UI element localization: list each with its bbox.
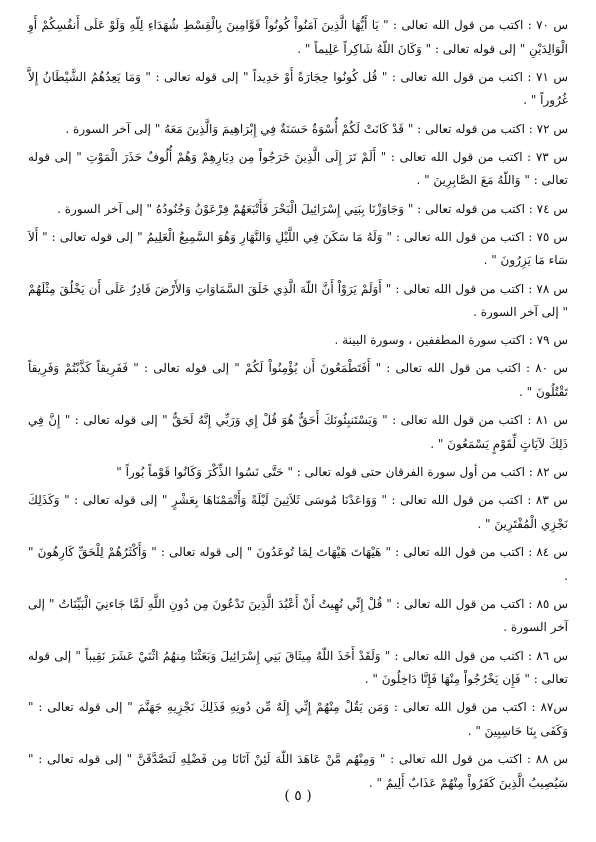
question-86: س ٨٦ : اكتب من قول الله تعالى : " وَلَقَدْ أَخَذَ اللّهُ مِيثَاقَ بَنِي إِسْرَائِيلَ وَبَعَثْنَا مِنهُمُ اثْنَيْ عَشَرَ نَقِيباً " إلى قوله تعالى : " فَإِن يَخْرُجُواْ مِنْهَا فَإِنَّا دَاخِلُونَ " .: [28, 648, 568, 687]
question-70: س ٧٠ : اكتب من قول الله تعالى : " يَا أَيُّهَا الَّذِينَ آمَنُواْ كُونُواْ قَوَّامِينَ بِالْقِسْطِ شُهَدَاءِ لِلّهِ وَلَوْ عَلَى أَنفُسِكُمْ أَوِ الْوَالِدَيْنِ " إلى قوله تعالى : " وَكَانَ اللّهُ شَاكِراً عَلِيماً " .: [28, 18, 568, 56]
question-88: س ٨٨ : اكتب من قول الله تعالى : " وَمِنْهُم مَّنْ عَاهَدَ اللّهَ لَئِنْ آتَانَا مِن فَضْلِهِ لَنَصَّدَّقَنَّ " إلى قوله تعالى : " سَيُصِيبُ الَّذِينَ كَفَرُواْ مِنْهُمْ عَذَابٌ أَلِيمٌ " .: [28, 752, 568, 790]
question-75: س ٧٥ : اكتب من قول الله تعالى : " وَلَهُ مَا سَكَنَ فِي اللَّيْلِ وَالنَّهَارِ وَهُوَ السَّمِيعُ الْعَلِيمُ " إلى قوله تعالى : " أَلاَ سَاء مَا يَزِرُونَ " .: [28, 229, 568, 268]
question-74: س ٧٤ : اكتب من قوله تعالى : " وَجَاوَزْنَا بِبَنِي إِسْرَائِيلَ الْبَحْرَ فَأَتْبَعَهُمْ فِرْعَوْنُ وَجُنُودُهُ " إلى آخر السورة .: [57, 201, 568, 216]
question-87: س٨٧ : اكتب من قول الله تعالى : وَمَن يَقُلْ مِنْهُمْ إِنِّي إِلَهٌ مِّن دُونِهِ فَذَلِكَ نَجْزِيهِ جَهَنَّمَ " إلى قوله تعالى : " وَكَفَى بِنَا حَاسِبِينَ " .: [28, 700, 568, 738]
question-81: س ٨١ : اكتب من قول الله تعالى : " وَيَسْتَنبِئُونَكَ أَحَقٌّ هُوَ قُلْ إِي وَرَبِّي إِنَّهُ لَحَقٌّ " إلى قوله تعالى : " إِنَّ فِي ذَلِكَ لآيَاتٍ لِّقَوْمٍ يَسْمَعُونَ " .: [28, 413, 568, 451]
question-84: س ٨٤ : اكتب من قول الله تعالى : " هَيْهَاتَ هَيْهَاتَ لِمَا تُوعَدُونَ " إلى قوله تعالى : " وَأَكْثَرُهُمْ لِلْحَقِّ كَارِهُونَ " .: [28, 545, 568, 583]
question-82: س ٨٢ : اكتب من أول سورة الفرقان حتى قوله تعالى : " حَتَّى نَسُوا الذِّكْرَ وَكَانُوا قَوْماً بُوراً ": [116, 465, 568, 480]
question-72: س ٧٢ : اكتب من قوله تعالى : " قَدْ كَانَتْ لَكُمْ أُسْوَةٌ حَسَنَةٌ فِي إِبْرَاهِيمَ وَالَّذِينَ مَعَهُ " إلى آخر السورة .: [65, 121, 568, 136]
question-73: س ٧٣ : اكتب من قول الله تعالى : " أَلَمْ تَرَ إِلَى الَّذِينَ خَرَجُواْ مِن دِيَارِهِمْ وَهُمْ أُلُوفٌ حَذَرَ الْمَوْتِ " إلى قوله تعالى : " وَاللّهُ مَعَ الصَّابِرِينَ " .: [28, 149, 568, 188]
page-number: ( ٥ ): [284, 788, 312, 804]
question-78: س ٧٨ : اكتب من قول الله تعالى : " أَوَلَمْ يَرَوْاْ أَنَّ اللّهَ الَّذِي خَلَقَ السَّمَاوَاتِ وَالأَرْضَ قَادِرٌ عَلَى أَن يَخْلُقَ مِثْلَهُمْ " إلى آخر السورة .: [28, 281, 568, 320]
question-83: س ٨٣ : اكتب من قول الله تعالى : " وَوَاعَدْنَا مُوسَى ثَلاَثِينَ لَيْلَةً وَأَتْمَمْنَاهَا بِعَشْرٍ " إلى قوله تعالى : " وَكَذَلِكَ نَجْزِي الْمُفْتَرِينَ " .: [28, 493, 568, 531]
question-71: س ٧١ : اكتب من قول الله تعالى : " قُل كُونُوا حِجَارَةً أَوْ حَدِيداً " إلى قوله تعالى : " وَمَا يَعِدُهُمُ الشَّيْطَانُ إِلاَّ غُرُوراً " .: [28, 69, 568, 108]
question-79: س ٧٩ : اكتب سورة المطففين ، وسورة البينة .: [334, 333, 568, 348]
question-80: س ٨٠ : اكتب من قول الله تعالى : " أَفَتَطْمَعُونَ أَن يُؤْمِنُواْ لَكُمْ " إلى قوله تعالى : " فَفَرِيقاً كَذَّبْتُمْ وَفَرِيقاً تَقْتُلُونَ " .: [28, 361, 569, 400]
question-list: [28, 14, 568, 800]
question-85: س ٨٥ : اكتب من قول الله تعالى : " قُلْ إِنِّي نُهِيتُ أَنْ أَعْبُدَ الَّذِينَ تَدْعُونَ مِن دُونِ اللَّهِ لَمَّا جَاءنِيَ الْبَيِّنَاتُ " إلى آخر السورة .: [28, 596, 569, 635]
